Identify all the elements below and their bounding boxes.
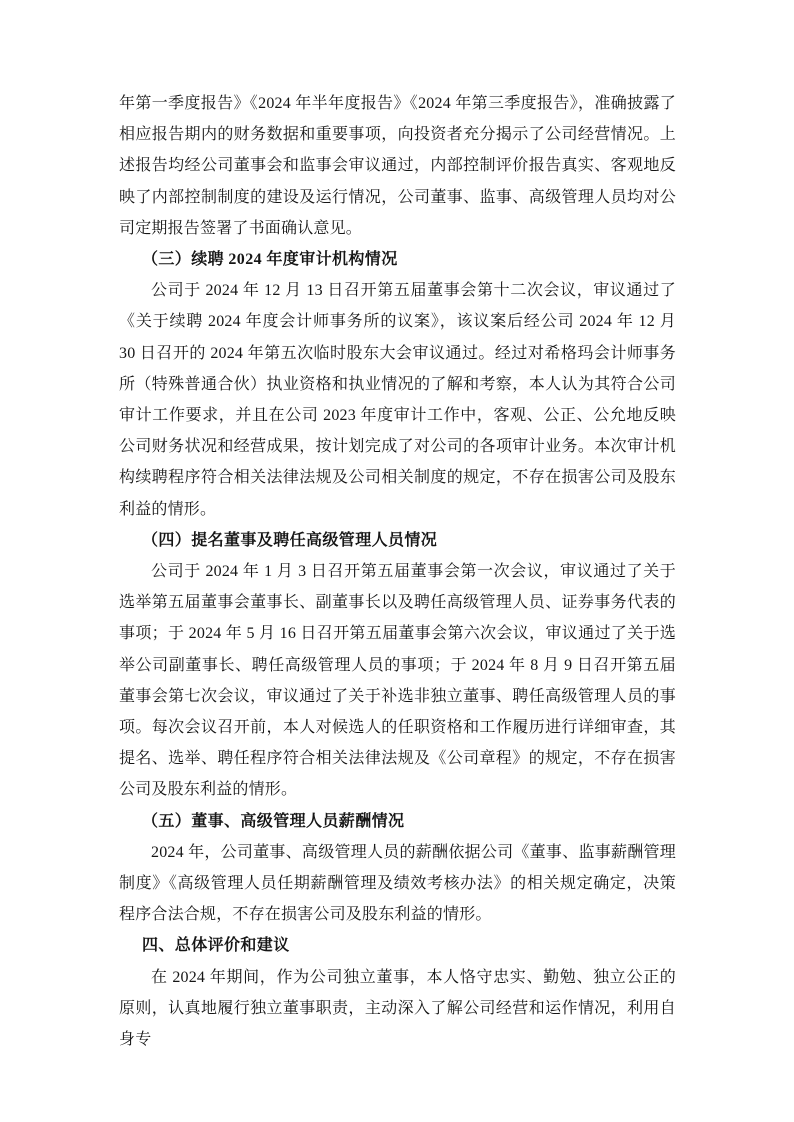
- section-heading: 四、总体评价和建议: [142, 937, 290, 955]
- document-body: [119, 88, 676, 1055]
- paragraph: 在 2024 年期间，作为公司独立董事，本人恪守忠实、勤勉、独立公正的原则，认真地履行独立董事职责，主动深入了解公司经营和运作情况，利用自身专: [119, 968, 676, 1049]
- paragraph: 2024 年，公司董事、高级管理人员的薪酬依据公司《董事、监事薪酬管理制度》《高级管理人员任期薪酬管理及绩效考核办法》的相关规定确定，决策程序合法合规，不存在损害公司及股东利益的情形。: [119, 843, 676, 924]
- section-heading: （三）续聘 2024 年度审计机构情况: [142, 251, 398, 269]
- paragraph: 年第一季度报告》《2024 年半年度报告》《2024 年第三季度报告》，准确披露了相应报告期内的财务数据和重要事项，向投资者充分揭示了公司经营情况。上述报告均经公司董事会和监事会审议通过，内部控制评价报告真实、客观地反映了内部控制制度的建设及运行情况，公司董事、监事、高级管理人员均对公司定期报告签署了书面确认意见。: [119, 95, 676, 237]
- paragraph: 公司于 2024 年 12 月 13 日召开第五届董事会第十二次会议，审议通过了《关于续聘 2024 年度会计师事务所的议案》，该议案后经公司 2024 年 12 月 30 日召开的 2024 年第五次临时股东大会审议通过。经过对希格玛会计师事务所（特殊普通合伙）执业资格和执业情况的了解和考察，本人认为其符合公司审计工作要求，并且在公司 2023 年度审计工作中，客观、公正、公允地反映公司财务状况和经营成果，按计划完成了对公司的各项审计业务。本次审计机构续聘程序符合相关法律法规及公司相关制度的规定，不存在损害公司及股东利益的情形。: [119, 282, 676, 518]
- section-heading: （五）董事、高级管理人员薪酬情况: [142, 812, 405, 830]
- paragraph: 公司于 2024 年 1 月 3 日召开第五届董事会第一次会议，审议通过了关于选举第五届董事会董事长、副董事长以及聘任高级管理人员、证券事务代表的事项；于 2024 年 5 月 16 日召开第五届董事会第六次会议，审议通过了关于选举公司副董事长、聘任高级管理人员的事项；于 2024 年 8 月 9 日召开第五届董事会第七次会议，审议通过了关于补选非独立董事、聘任高级管理人员的事项。每次会议召开前，本人对候选人的任职资格和工作履历进行详细审查，其提名、选举、聘任程序符合相关法律法规及《公司章程》的规定，不存在损害公司及股东利益的情形。: [119, 563, 676, 799]
- section-heading: （四）提名董事及聘任高级管理人员情况: [142, 531, 438, 549]
